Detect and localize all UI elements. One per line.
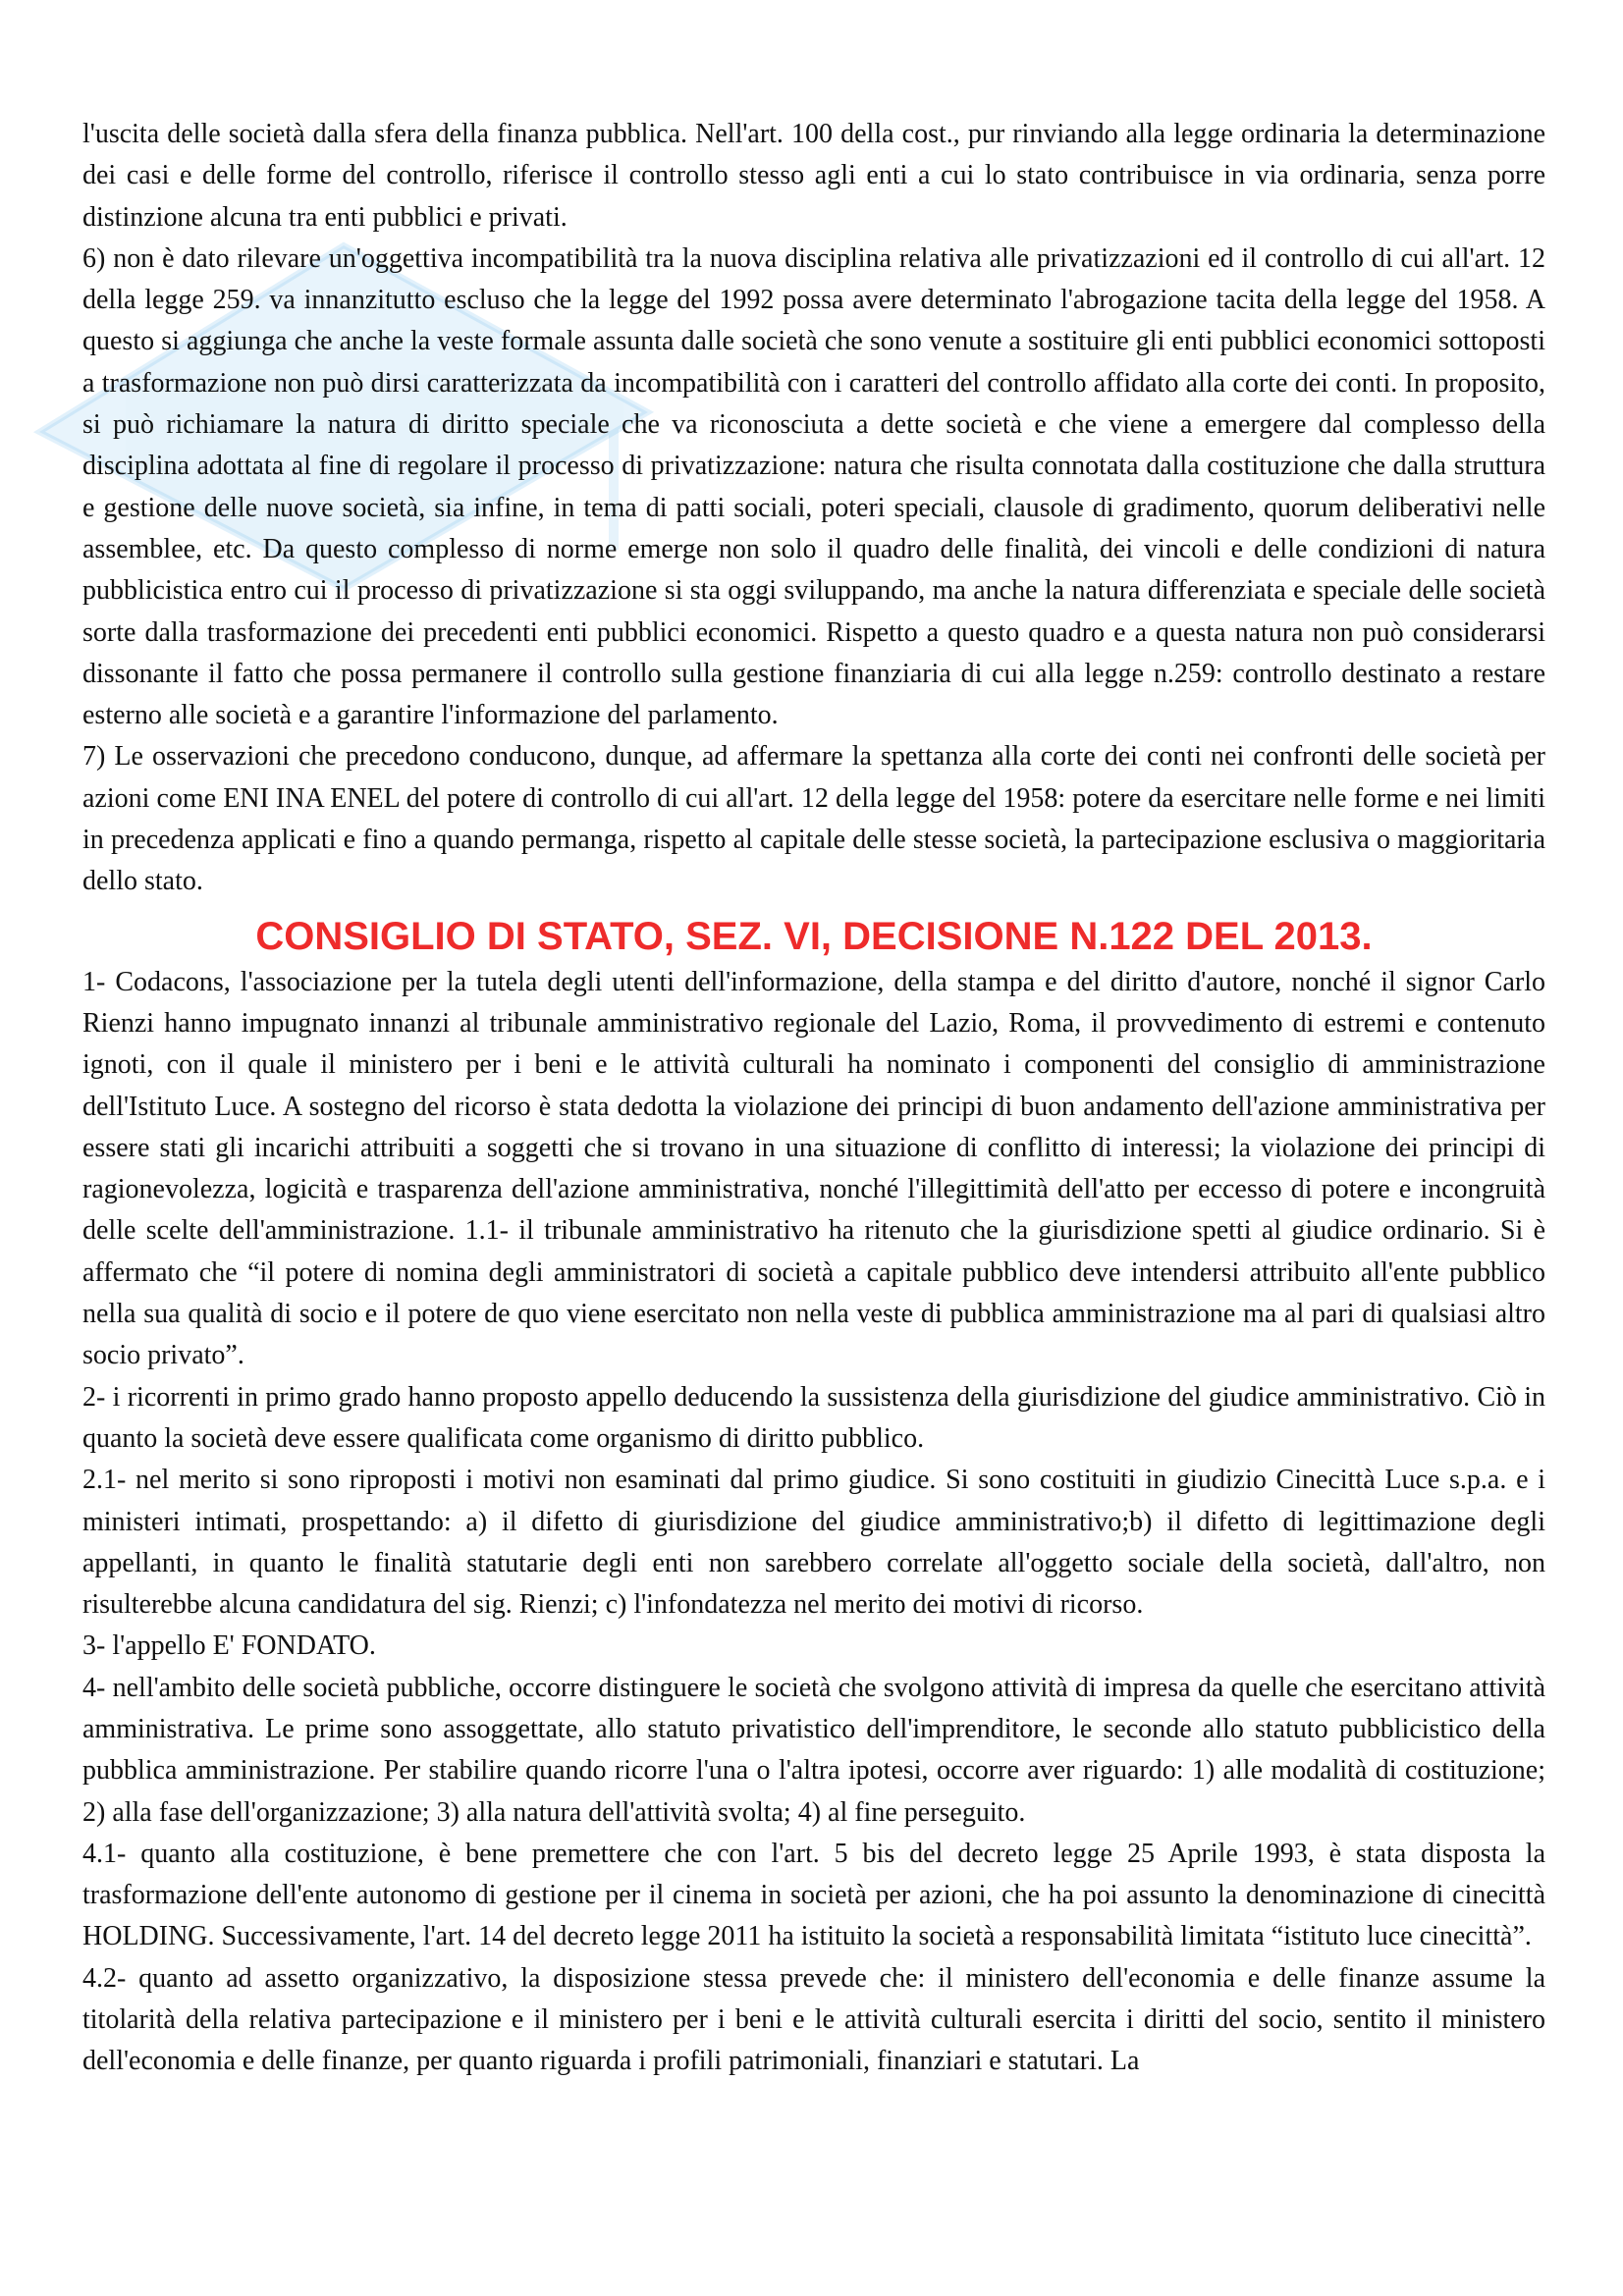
- paragraph-continuation: l'uscita delle società dalla sfera della finanza pubblica. Nell'art. 100 della cost., pur rinviando alla legge ordinaria la determinazione dei casi e delle forme del controllo, riferisce il controllo stesso agli enti a cui lo stato contribuisce in via ordinaria, senza porre distinzione alcuna tra enti pubblici e privati.: [82, 119, 1545, 233]
- paragraph-3: 3- l'appello E' FONDATO.: [82, 1630, 376, 1662]
- page-body: [82, 114, 1545, 2083]
- paragraph-7: 7) Le osservazioni che precedono conducono, dunque, ad affermare la spettanza alla corte dei conti nei confronti delle società per azioni come ENI INA ENEL del potere di controllo di cui all'art. 12 della legge del 1958: potere da esercitare nelle forme e nei limiti in precedenza applicati e fino a quando permanga, rispetto al capitale delle stesse società, la partecipazione esclusiva o maggioritaria dello stato.: [82, 741, 1545, 897]
- paragraph-4-2: 4.2- quanto ad assetto organizzativo, la disposizione stessa prevede che: il ministero dell'economia e delle finanze assume la titolarità della relativa partecipazione e il ministero per i beni e le attività culturali esercita i diritti del socio, sentito il ministero dell'economia e delle finanze, per quanto riguarda i profili patrimoniali, finanziari e statutari. La: [82, 1962, 1545, 2077]
- paragraph-4: 4- nell'ambito delle società pubbliche, occorre distinguere le società che svolgono attività di impresa da quelle che esercitano attività amministrativa. Le prime sono assoggettate, allo statuto privatistico dell'imprenditore, le seconde allo statuto pubblicistico della pubblica amministrazione. Per stabilire quando ricorre l'una o l'altra ipotesi, occorre aver riguardo: 1) alle modalità di costituzione; 2) alla fase dell'organizzazione; 3) alla natura dell'attività svolta; 4) al fine perseguito.: [82, 1672, 1545, 1828]
- paragraph-6: 6) non è dato rilevare un'oggettiva incompatibilità tra la nuova disciplina relativa alle privatizzazioni ed il controllo di cui all'art. 12 della legge 259. va innanzitutto escluso che la legge del 1992 possa avere determinato l'abrogazione tacita della legge del 1958. A questo si aggiunga che anche la veste formale assunta dalle società che sono venute a sostituire gli enti pubblici economici sottoposti a trasformazione non può dirsi caratterizzata da incompatibilità con i caratteri del controllo affidato alla corte dei conti. In proposito, si può richiamare la natura di diritto speciale che va riconosciuta a dette società e che viene a emergere dal complesso della disciplina adottata al fine di regolare il processo di privatizzazione: natura che risulta connotata dalla costituzione che dalla struttura e gestione delle nuove società, sia infine, in tema di patti sociali, poteri speciali, clausole di gradimento, quorum deliberativi nelle assemblee, etc. Da questo complesso di norme emerge non solo il quadro delle finalità, dei vincoli e delle condizioni di natura pubblicistica entro cui il processo di privatizzazione si sta oggi sviluppando, ma anche la natura differenziata e speciale delle società sorte dalla trasformazione dei precedenti enti pubblici economici. Rispetto a questo quadro e a questa natura non può considerarsi dissonante il fatto che possa permanere il controllo sulla gestione finanziaria di cui alla legge n.259: controllo destinato a restare esterno alle società e a garantire l'informazione del parlamento.: [82, 242, 1545, 731]
- section-heading: CONSIGLIO DI STATO, SEZ. VI, DECISIONE N.122 DEL 2013.: [255, 914, 1373, 958]
- paragraph-4-1: 4.1- quanto alla costituzione, è bene premettere che con l'art. 5 bis del decreto legge 25 Aprile 1993, è stata disposta la trasformazione dell'ente autonomo di gestione per il cinema in società per azioni, che ha poi assunto la denominazione di cinecittà HOLDING. Successivamente, l'art. 14 del decreto legge 2011 ha istituito la società a responsabilità limitata “istituto luce cinecittà”.: [82, 1838, 1545, 1952]
- paragraph-2: 2- i ricorrenti in primo grado hanno proposto appello deducendo la sussistenza della giurisdizione del giudice amministrativo. Ciò in quanto la società deve essere qualificata come organismo di diritto pubblico.: [82, 1381, 1545, 1454]
- paragraph-1: 1- Codacons, l'associazione per la tutela degli utenti dell'informazione, della stampa e del diritto d'autore, nonché il signor Carlo Rienzi hanno impugnato innanzi al tribunale amministrativo regionale del Lazio, Roma, il provvedimento di estremi e contenuto ignoti, con il quale il ministero per i beni e le attività culturali ha nominato i componenti del consiglio di amministrazione dell'Istituto Luce. A sostegno del ricorso è stata dedotta la violazione dei principi di buon andamento dell'azione amministrativa per essere stati gli incarichi attribuiti a soggetti che si trovano in una situazione di conflitto di interessi; la violazione dei principi di ragionevolezza, logicità e trasparenza dell'azione amministrativa, nonché l'illegittimità dell'atto per eccesso di potere e incongruità delle scelte dell'amministrazione. 1.1- il tribunale amministrativo ha ritenuto che la giurisdizione spetti al giudice ordinario. Si è affermato che “il potere di nomina degli amministratori di società a capitale pubblico deve intendersi attribuito all'ente pubblico nella sua qualità di socio e il potere de quo viene esercitato non nella veste di pubblica amministrazione ma al pari di qualsiasi altro socio privato”.: [82, 966, 1545, 1371]
- paragraph-2-1: 2.1- nel merito si sono riproposti i motivi non esaminati dal primo giudice. Si sono costituiti in giudizio Cinecittà Luce s.p.a. e i ministeri intimati, prospettando: a) il difetto di giurisdizione del giudice amministrativo;b) il difetto di legittimazione degli appellanti, in quanto le finalità statutarie degli enti non sarebbero correlate all'oggetto sociale della società, dall'altro, non risulterebbe alcuna candidatura del sig. Rienzi; c) l'infondatezza nel merito dei motivi di ricorso.: [82, 1465, 1545, 1621]
